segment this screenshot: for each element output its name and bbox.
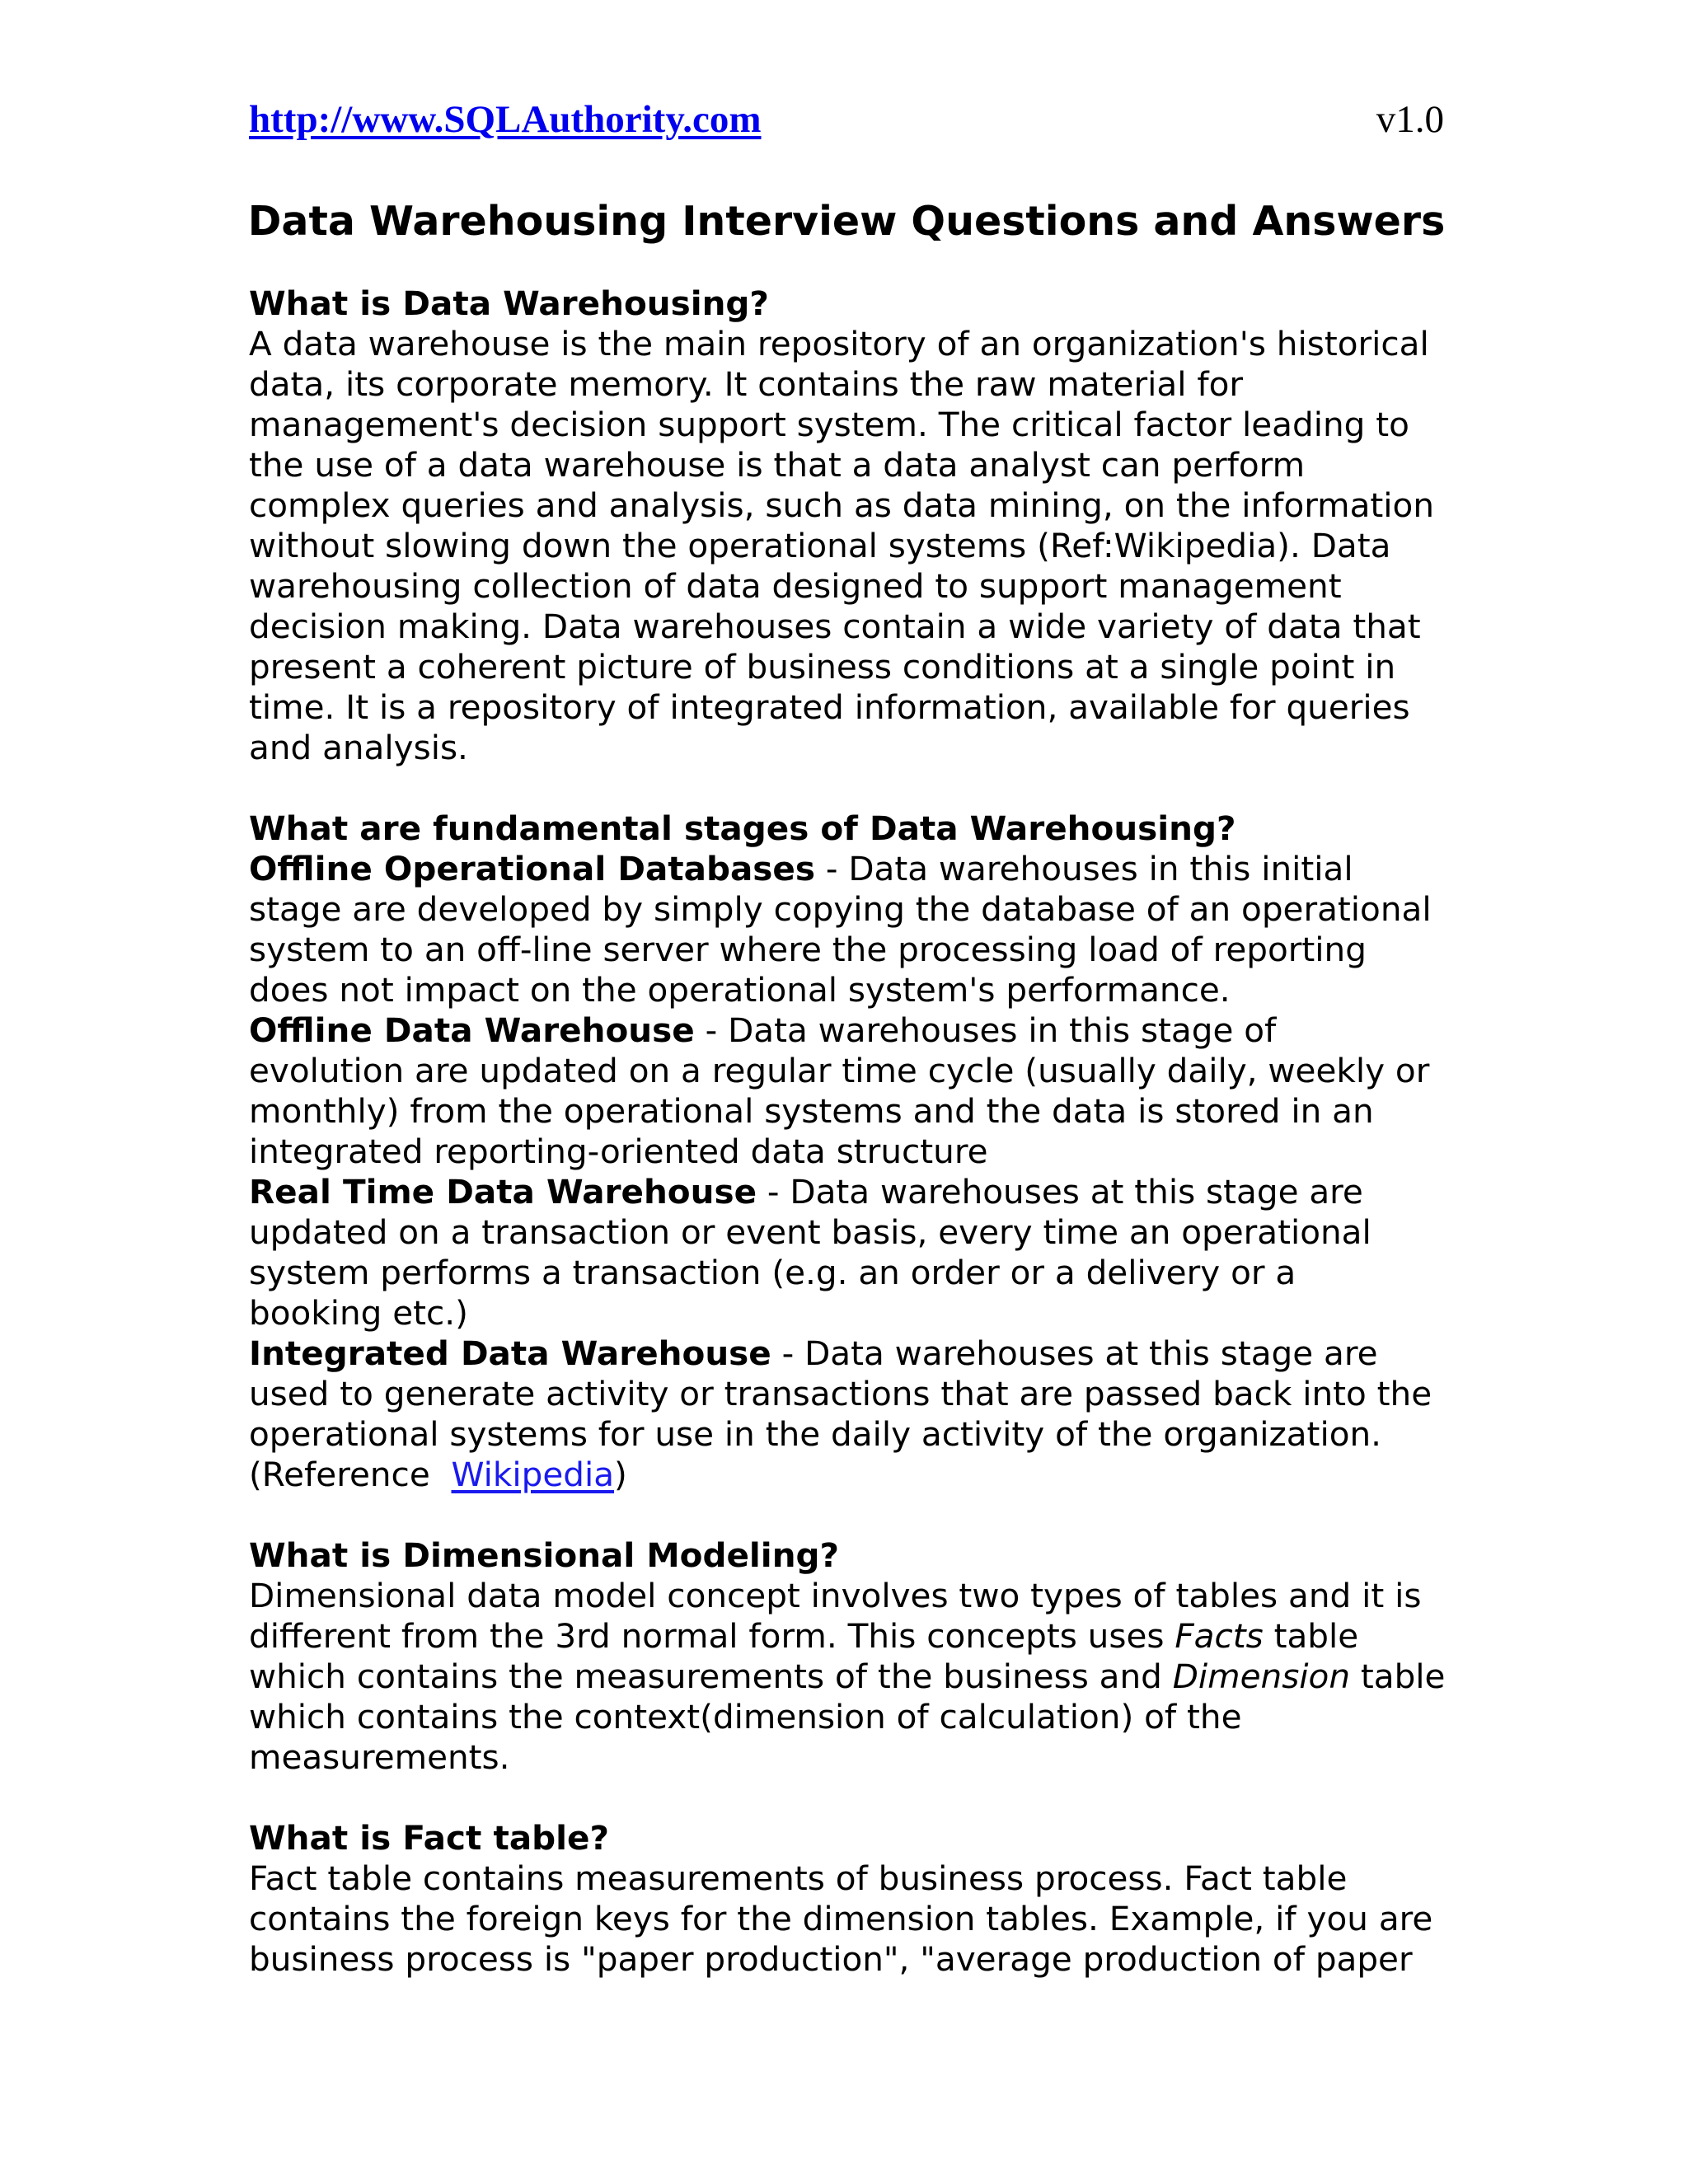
text-line: booking etc.) [249,1293,468,1333]
question-heading: What is Dimensional Modeling? [249,1535,840,1575]
stage-term: Offline Data Warehouse [249,1010,695,1050]
page-header [249,97,1444,147]
text-line: time. It is a repository of integrated information, available for queries [249,687,1410,727]
text-line [249,1333,1452,1374]
text-line: A data warehouse is the main repository of an organization's historical [249,324,1429,363]
text-line: stage are developed by simply copying the database of an operational [249,889,1432,929]
stage-text: - Data warehouses at this stage are [757,1172,1363,1212]
reference-line [249,1455,1452,1495]
text-line: used to generate activity or transactions that are passed back into the [249,1374,1432,1413]
text-line: decision making. Data warehouses contain a wide variety of data that [249,607,1421,646]
text-line: operational systems for use in the daily activity of the organization. [249,1414,1382,1454]
text-line [249,1657,1452,1697]
section-fundamental-stages [249,808,1452,1495]
text-line: system to an off-line server where the processing load of reporting [249,930,1367,969]
text-line [249,1616,1452,1657]
text-line: and analysis. [249,728,468,767]
text-line [249,849,1452,889]
stage-integrated-data-warehouse [249,1333,1452,1455]
stage-term: Integrated Data Warehouse [249,1333,771,1373]
question-heading: What are fundamental stages of Data Warehousing? [249,808,1236,848]
text-line: warehousing collection of data designed to support management [249,566,1342,606]
text-line: without slowing down the operational systems (Ref:Wikipedia). Data [249,526,1391,565]
text-line: integrated reporting-oriented data structure [249,1132,988,1171]
text-line: the use of a data warehouse is that a data analyst can perform [249,445,1306,485]
text-line: data, its corporate memory. It contains the raw material for [249,364,1244,404]
text-line: measurements. [249,1737,510,1777]
dimension-term: Dimension [1172,1657,1351,1696]
text-line: evolution are updated on a regular time cycle (usually daily, weekly or [249,1051,1430,1090]
text-line: Fact table contains measurements of business process. Fact table [249,1858,1348,1898]
text-fragment: table [1350,1657,1446,1696]
section-fact-table [249,1818,1452,1980]
text-line: which contains the context(dimension of calculation) of the [249,1697,1242,1736]
text-line: complex queries and analysis, such as data mining, on the information [249,485,1435,525]
section-data-warehousing [249,284,1452,768]
stage-offline-operational-databases [249,849,1452,1010]
section-dimensional-modeling [249,1535,1452,1778]
text-fragment: which contains the measurements of the business and [249,1657,1173,1696]
stage-real-time-data-warehouse [249,1172,1452,1333]
text-line: updated on a transaction or event basis, every time an operational [249,1212,1372,1252]
text-line: system performs a transaction (e.g. an order or a delivery or a [249,1253,1296,1292]
question-heading: What is Fact table? [249,1818,609,1858]
stage-term: Offline Operational Databases [249,849,815,888]
text-line [249,1010,1452,1051]
facts-term: Facts [1175,1616,1264,1656]
wikipedia-link[interactable]: Wikipedia [451,1455,615,1494]
text-line: monthly) from the operational systems and the data is stored in an [249,1091,1374,1131]
stage-offline-data-warehouse [249,1010,1452,1172]
stage-text: - Data warehouses in this stage of [694,1010,1277,1050]
stage-text: - Data warehouses in this initial [814,849,1353,888]
text-line: management's decision support system. The critical factor leading to [249,405,1409,444]
answer-paragraph [249,324,1452,768]
stage-term: Real Time Data Warehouse [249,1172,757,1212]
version-label: v1.0 [1376,98,1444,141]
reference-suffix: ) [614,1455,627,1494]
stage-text: - Data warehouses at this stage are [771,1333,1378,1373]
text-line: business process is "paper production", "average production of paper [249,1939,1413,1979]
text-fragment: different from the 3rd normal form. This concepts uses [249,1616,1175,1656]
reference-prefix: (Reference [249,1455,452,1494]
text-line [249,1172,1452,1212]
text-line: contains the foreign keys for the dimension tables. Example, if you are [249,1899,1433,1938]
document-body [249,284,1452,2020]
text-line: present a coherent picture of business conditions at a single point in [249,647,1396,687]
text-line: Dimensional data model concept involves two types of tables and it is [249,1576,1422,1615]
text-fragment: table [1263,1616,1359,1656]
document-title: Data Warehousing Interview Questions and Answers [247,198,1446,245]
site-link[interactable]: http://www.SQLAuthority.com [249,98,762,141]
question-heading: What is Data Warehousing? [249,284,769,323]
text-line: does not impact on the operational system's performance. [249,970,1231,1010]
